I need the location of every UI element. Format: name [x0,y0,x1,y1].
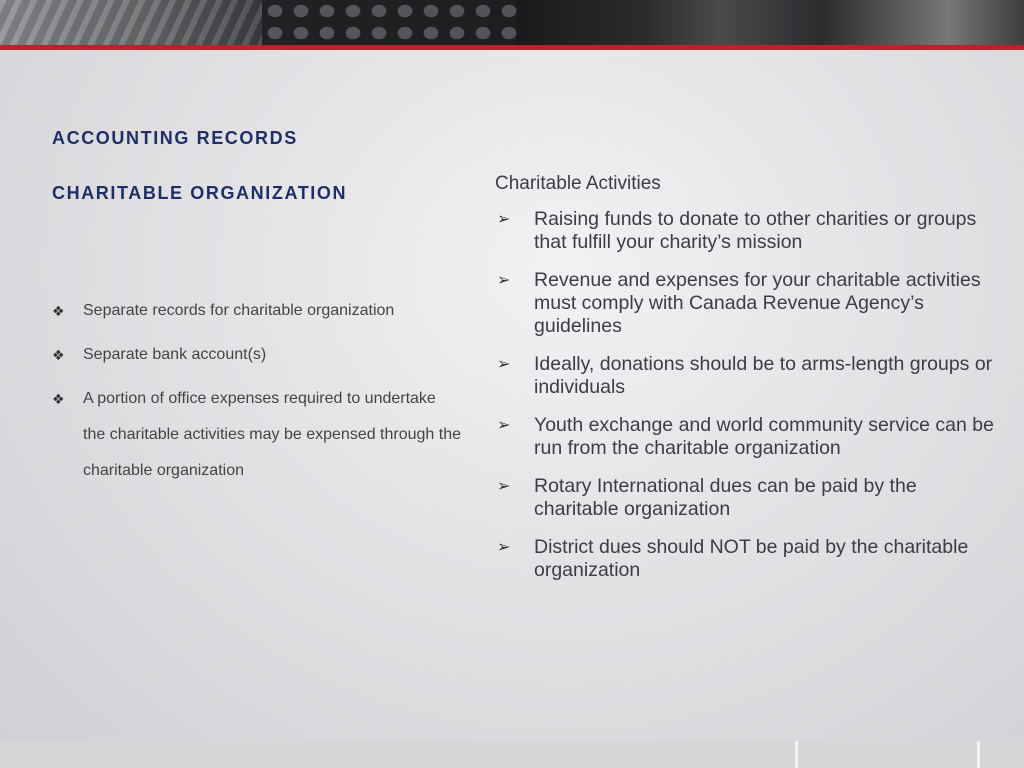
list-item [495,269,995,338]
list-item-text: Separate bank account(s) [83,346,267,363]
left-bullet-list [52,293,462,497]
arrow-bullet-icon: ➢ [497,272,511,289]
arrow-bullet-icon: ➢ [497,539,511,556]
list-item [495,353,995,399]
activities-list [495,208,995,582]
arrow-bullet-icon: ➢ [497,417,511,434]
list-item-text: Separate records for charitable organization [83,302,395,319]
arrow-bullet-icon: ➢ [497,478,511,495]
arrow-bullet-icon: ➢ [497,211,511,228]
slide-title-line2: CHARITABLE ORGANIZATION [52,183,348,203]
charitable-activities-panel [495,173,995,597]
list-item [495,475,995,521]
banner-tire [517,0,1024,45]
diamond-bullet-icon: ❖ [52,303,65,319]
section-heading: Charitable Activities [495,173,661,194]
list-item [52,381,462,489]
arrow-bullet-icon: ➢ [497,356,511,373]
list-item [52,337,462,373]
diamond-bullet-icon: ❖ [52,391,65,407]
list-item [495,536,995,582]
list-item-text: Rotary International dues can be paid by the charitable organization [534,475,917,520]
banner-tread-texture [0,0,262,45]
list-item-text: Ideally, donations should be to arms-length groups or individuals [534,353,993,398]
list-item [495,208,995,254]
diamond-bullet-icon: ❖ [52,347,65,363]
list-item-text: Youth exchange and world community service can be run from the charitable organization [534,414,994,459]
list-item [52,293,462,329]
footer-divider [795,741,798,768]
footer-bar [0,741,1024,768]
list-item-text: A portion of office expenses required to undertake the charitable activities may be expensed through the charitable organization [83,390,462,479]
list-item-text: District dues should NOT be paid by the charitable organization [534,536,969,581]
header-banner-image [0,0,1024,45]
accent-line [0,45,1024,50]
list-item-text: Raising funds to donate to other charities or groups that fulfill your charity’s mission [534,208,977,253]
list-item-text: Revenue and expenses for your charitable activities must comply with Canada Revenue Agency’s guidelines [534,269,981,337]
slide-title-line1: ACCOUNTING RECORDS [52,128,298,148]
list-item [495,414,995,460]
footer-divider [977,741,980,768]
banner-hex-grille [262,0,517,45]
